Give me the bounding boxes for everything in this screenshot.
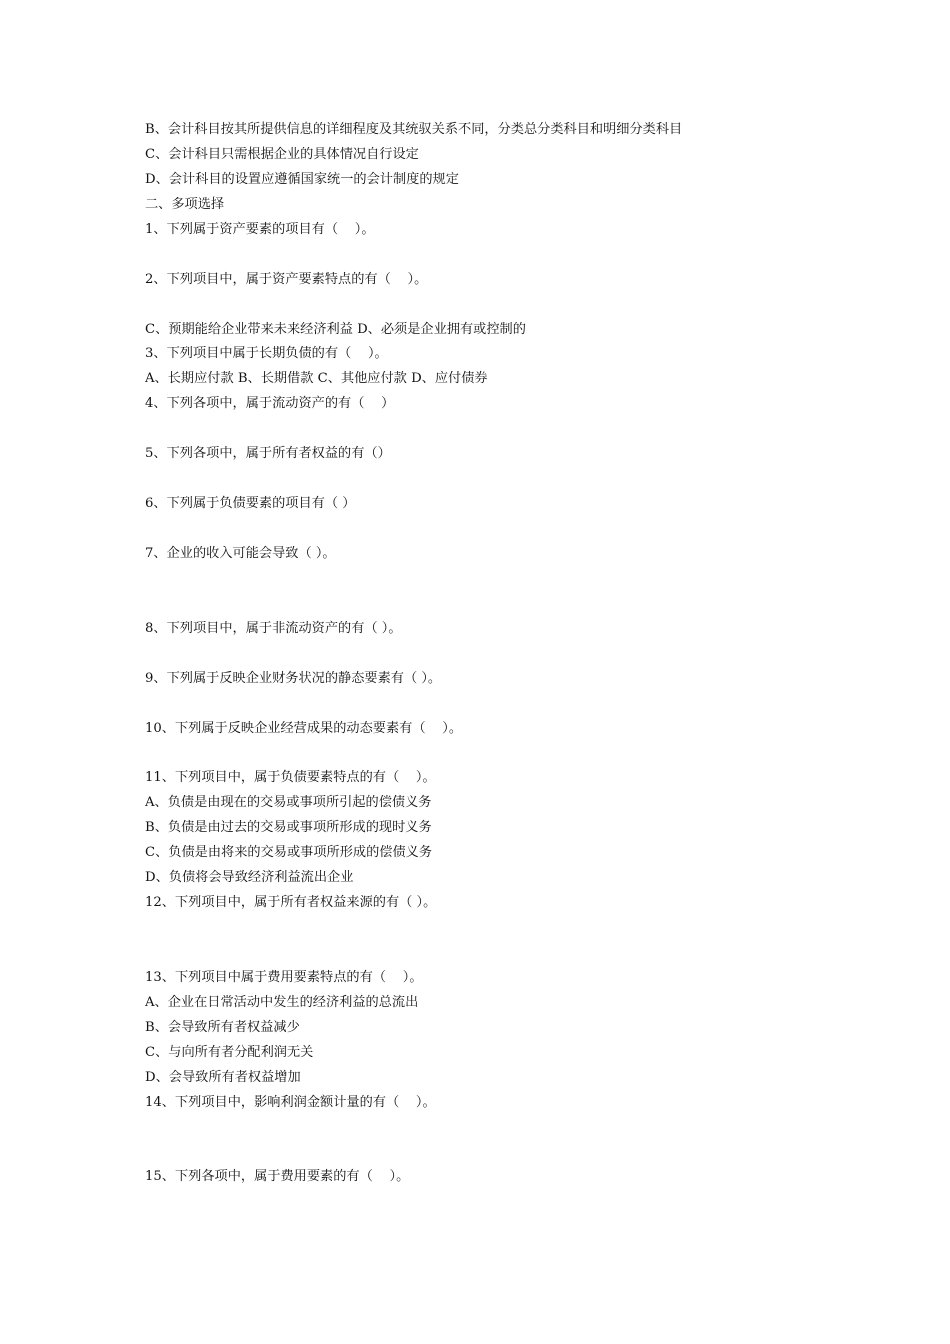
- question-text: 9、下列属于反映企业财务状况的静态要素有（ ）。: [145, 670, 442, 686]
- question-text: 15、下列各项中，属于费用要素的有（ ）。: [145, 1169, 410, 1185]
- option-d: [145, 866, 905, 891]
- text-line: [145, 118, 905, 143]
- question-text: 4、下列各项中，属于流动资产的有（ ）: [145, 396, 395, 412]
- question-5: [145, 442, 905, 467]
- question-12: [145, 891, 905, 916]
- question-10: [145, 717, 905, 742]
- question-15: [145, 1165, 905, 1190]
- section-heading: [145, 193, 905, 218]
- option-text: D、负债将会导致经济利益流出企业: [145, 870, 354, 886]
- question-text: 7、企业的收入可能会导致（ ）。: [145, 545, 336, 561]
- options-row: [145, 1116, 905, 1141]
- option-b: [145, 816, 905, 841]
- options-row: [145, 293, 905, 318]
- section-heading-text: 二、多项选择: [145, 196, 225, 212]
- options-text: A、长期应付款 B、长期借款 C、其他应付款 D、应付债券: [145, 371, 488, 387]
- text-line: [145, 143, 905, 168]
- options-row: [145, 367, 905, 392]
- option-c-d: C、预期能给企业带来未来经济利益 D、必须是企业拥有或控制的: [145, 321, 526, 337]
- option-text: D、会导致所有者权益增加: [145, 1069, 301, 1085]
- question-text: 8、下列项目中，属于非流动资产的有（ ）。: [145, 620, 402, 636]
- option-text: C、负债是由将来的交易或事项所形成的偿债义务: [145, 845, 433, 861]
- question-text: 14、下列项目中，影响利润金额计量的有（ ）。: [145, 1094, 436, 1110]
- question-text: 2、下列项目中，属于资产要素特点的有（ ）。: [145, 271, 428, 287]
- options-row: [145, 243, 905, 268]
- question-text: 11、下列项目中，属于负债要素特点的有（ ）。: [145, 770, 436, 786]
- question-text: 12、下列项目中，属于所有者权益来源的有（ ）。: [145, 895, 437, 911]
- question-text: 10、下列属于反映企业经营成果的动态要素有（ ）。: [145, 720, 463, 736]
- question-3: [145, 342, 905, 367]
- question-13: [145, 966, 905, 991]
- question-6: [145, 492, 905, 517]
- options-row: [145, 318, 905, 343]
- question-text: 6、下列属于负债要素的项目有（ ）: [145, 496, 356, 512]
- option-a: [145, 991, 905, 1016]
- question-7: [145, 542, 905, 567]
- options-row: [145, 592, 905, 617]
- options-row: [145, 417, 905, 442]
- text-line: [145, 168, 905, 193]
- option-b: [145, 1016, 905, 1041]
- question-2: [145, 268, 905, 293]
- option-c: [145, 1041, 905, 1066]
- question-1: [145, 218, 905, 243]
- options-row: [145, 567, 905, 592]
- line-text: D、会计科目的设置应遵循国家统一的会计制度的规定: [145, 171, 459, 187]
- options-row: [145, 517, 905, 542]
- options-row: [145, 1190, 905, 1215]
- options-row: [145, 467, 905, 492]
- question-list: [145, 118, 905, 1215]
- question-text: 3、下列项目中属于长期负债的有（ ）。: [145, 346, 388, 362]
- option-text: B、负债是由过去的交易或事项所形成的现时义务: [145, 820, 432, 836]
- options-row: [145, 916, 905, 941]
- options-row: [145, 692, 905, 717]
- option-c: [145, 841, 905, 866]
- question-text: 5、下列各项中，属于所有者权益的有（）: [145, 446, 391, 462]
- option-text: B、会导致所有者权益减少: [145, 1019, 300, 1035]
- question-14: [145, 1091, 905, 1116]
- question-4: [145, 392, 905, 417]
- question-9: [145, 667, 905, 692]
- options-row: [145, 941, 905, 966]
- question-text: 13、下列项目中属于费用要素特点的有（ ）。: [145, 969, 423, 985]
- option-d: [145, 1066, 905, 1091]
- question-text: 1、下列属于资产要素的项目有（ ）。: [145, 221, 375, 237]
- question-8: [145, 617, 905, 642]
- option-text: A、负债是由现在的交易或事项所引起的偿债义务: [145, 795, 432, 811]
- option-a: [145, 791, 905, 816]
- option-text: C、与向所有者分配利润无关: [145, 1044, 314, 1060]
- option-text: A、企业在日常活动中发生的经济利益的总流出: [145, 994, 419, 1010]
- options-row: [145, 642, 905, 667]
- options-row: [145, 741, 905, 766]
- options-row: [145, 1140, 905, 1165]
- line-text: C、会计科目只需根据企业的具体情况自行设定: [145, 146, 419, 162]
- line-text: B、会计科目按其所提供信息的详细程度及其统驭关系不同，分类总分类科目和明细分类科目: [145, 122, 683, 137]
- question-11: [145, 766, 905, 791]
